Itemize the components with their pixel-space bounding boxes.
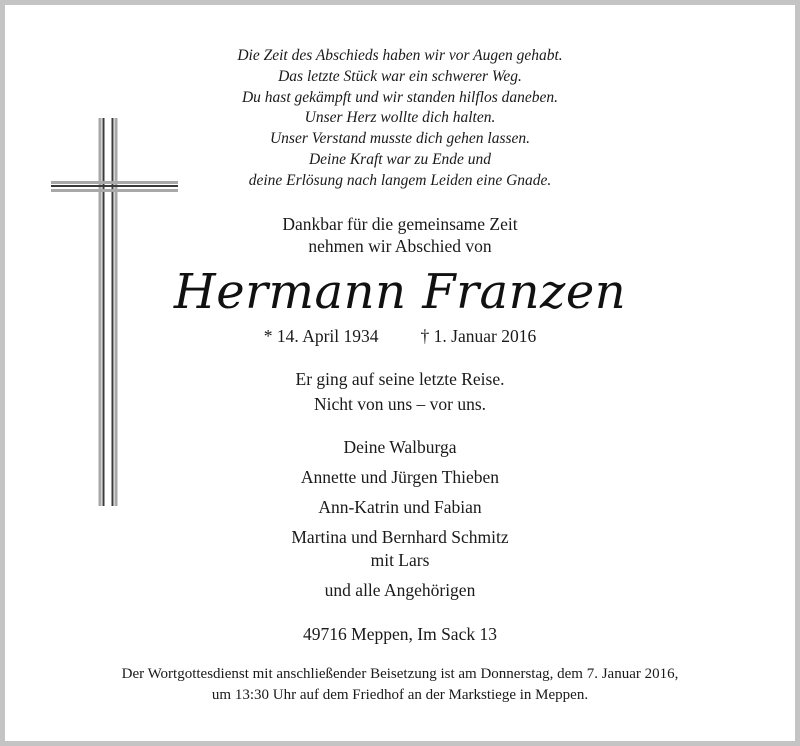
intro bbox=[0, 213, 800, 257]
poem bbox=[0, 46, 800, 192]
family-member: mit Lars bbox=[370, 550, 430, 570]
family-list bbox=[0, 435, 800, 608]
life-dates bbox=[0, 324, 800, 348]
service-line: Der Wortgottesdienst mit anschließender Beisetzung ist am Donnerstag, dem 7. Januar 2016, bbox=[121, 666, 679, 682]
family-member: und alle Angehörigen bbox=[324, 580, 476, 600]
poem-line: Deine Kraft war zu Ende und bbox=[308, 150, 492, 168]
poem-line: deine Erlösung nach langem Leiden eine Gnade. bbox=[248, 171, 552, 189]
poem-line: Das letzte Stück war ein schwerer Weg. bbox=[278, 67, 522, 85]
poem-line: Du hast gekämpft und wir standen hilflos daneben. bbox=[241, 88, 558, 106]
farewell-line: Er ging auf seine letzte Reise. bbox=[295, 369, 505, 389]
death-date: † 1. Januar 2016 bbox=[420, 326, 537, 346]
farewell-line: Nicht von uns – vor uns. bbox=[313, 393, 487, 414]
service-info bbox=[0, 664, 800, 705]
birth-date: * 14. April 1934 bbox=[263, 326, 379, 346]
family-member: Annette und Jürgen Thieben bbox=[300, 467, 500, 487]
poem-line: Die Zeit des Abschieds haben wir vor Augen gehabt. bbox=[237, 47, 563, 64]
poem-line: Unser Verstand musste dich gehen lassen. bbox=[269, 130, 531, 148]
intro-line: nehmen wir Abschied von bbox=[308, 236, 492, 256]
family-member: Deine Walburga bbox=[343, 437, 457, 457]
deceased-name: Hermann Franzen bbox=[173, 264, 627, 320]
intro-line: Dankbar für die gemeinsame Zeit bbox=[282, 214, 518, 234]
address: 49716 Meppen, Im Sack 13 bbox=[303, 624, 497, 644]
service-line: um 13:30 Uhr auf dem Friedhof an der Markstiege in Meppen. bbox=[211, 686, 589, 703]
farewell bbox=[0, 367, 800, 416]
family-member: Martina und Bernhard Schmitz bbox=[291, 527, 509, 547]
family-member: Ann-Katrin und Fabian bbox=[318, 497, 482, 517]
poem-line: Unser Herz wollte dich halten. bbox=[304, 109, 496, 127]
